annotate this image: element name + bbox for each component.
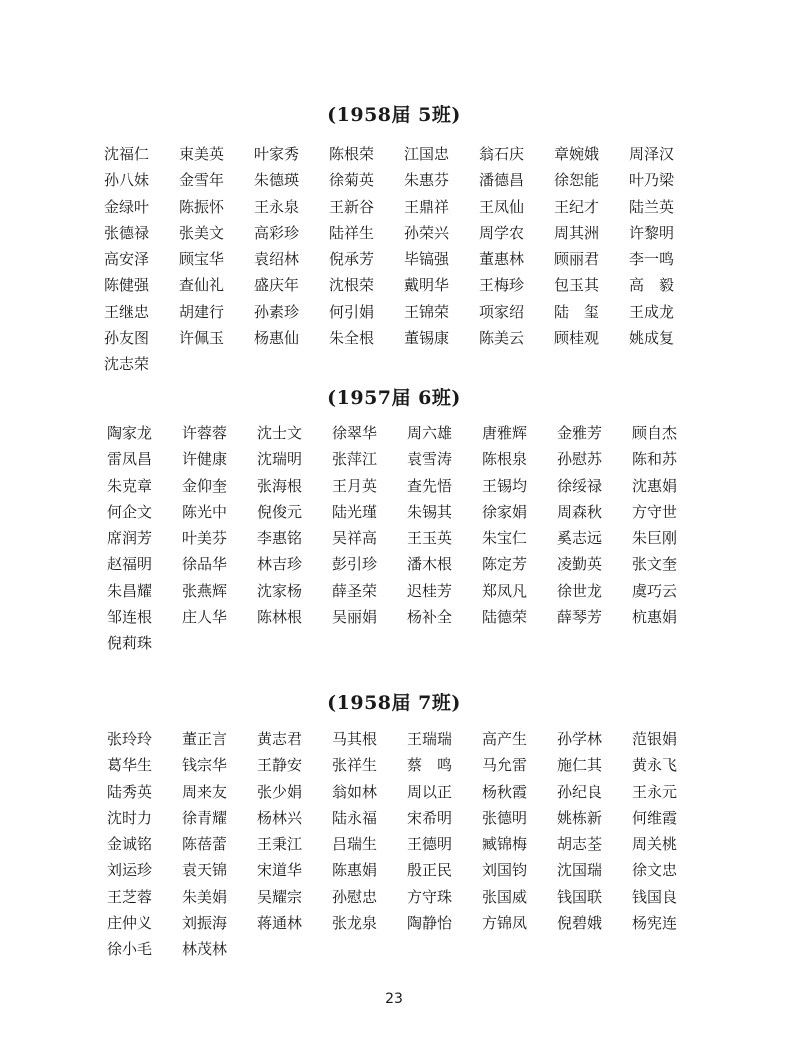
student-name: 蒋通林 — [257, 914, 303, 933]
student-name: 徐文忠 — [632, 861, 678, 880]
student-name: 倪俊元 — [257, 502, 303, 521]
student-name: 毕镐强 — [404, 250, 450, 269]
student-name: 杨秋霞 — [482, 782, 528, 801]
student-name: 陆兰英 — [629, 197, 675, 216]
student-name: 席润芳 — [107, 529, 153, 548]
student-name: 陆光瑾 — [332, 502, 378, 521]
student-name: 杨惠仙 — [254, 329, 300, 348]
student-name: 王玉英 — [407, 529, 453, 548]
student-name: 胡建行 — [179, 302, 225, 321]
student-name: 徐菊英 — [329, 171, 375, 190]
student-name: 翁石庆 — [479, 145, 525, 163]
student-name: 陈根泉 — [482, 450, 528, 469]
student-name: 朱昌耀 — [107, 581, 153, 600]
student-name: 张文奎 — [632, 555, 678, 574]
student-name: 张萍江 — [332, 450, 378, 469]
student-name: 庄人华 — [182, 608, 228, 627]
student-name: 蔡 鸣 — [407, 756, 453, 775]
student-name: 钱国联 — [557, 887, 603, 906]
student-name: 孙荣兴 — [404, 223, 450, 242]
student-name: 刘运珍 — [107, 861, 153, 880]
student-name: 顾自杰 — [632, 424, 678, 442]
student-name: 杨宪连 — [632, 914, 678, 933]
student-name: 周学农 — [479, 223, 525, 242]
student-name: 施仁其 — [557, 756, 603, 775]
student-name: 王梅珍 — [479, 276, 525, 295]
student-name: 周关桃 — [632, 835, 678, 854]
student-name: 虞巧云 — [632, 581, 678, 600]
student-name: 许健康 — [182, 450, 228, 469]
student-name: 吴丽娟 — [332, 608, 378, 627]
student-name: 陆永福 — [332, 808, 378, 827]
student-name: 葛华生 — [107, 756, 153, 775]
student-name: 袁绍林 — [254, 250, 300, 269]
student-name: 张德禄 — [104, 223, 150, 242]
student-name: 陈美云 — [479, 329, 525, 348]
student-name: 黄志君 — [257, 730, 303, 748]
student-name: 孙学林 — [557, 730, 603, 748]
student-name: 董锡康 — [404, 329, 450, 348]
student-name: 张国威 — [482, 887, 528, 906]
section-title-1958-class-7: (1958届 7班) — [327, 692, 461, 714]
student-name: 张德明 — [482, 808, 528, 827]
student-name: 张少娟 — [257, 782, 303, 801]
student-name: 沈根荣 — [329, 276, 375, 295]
student-name: 金仰奎 — [182, 476, 228, 495]
student-name: 凌勤英 — [557, 555, 603, 574]
student-name: 奚志远 — [557, 529, 603, 548]
student-name: 马允雷 — [482, 756, 528, 775]
student-name: 叶乃梁 — [629, 171, 675, 190]
student-name: 孙八妹 — [104, 171, 150, 190]
student-name: 殷正民 — [407, 861, 453, 880]
student-name: 邹连根 — [107, 608, 153, 627]
student-name: 张玲玲 — [107, 730, 153, 748]
student-name: 徐世龙 — [557, 581, 603, 600]
student-name: 杭惠娟 — [632, 608, 678, 627]
student-name: 金绿叶 — [104, 197, 150, 216]
student-name: 宋道华 — [257, 861, 303, 880]
student-name: 孙慰苏 — [557, 450, 603, 469]
student-name: 钱宗华 — [182, 756, 228, 775]
student-name: 吴祥高 — [332, 529, 378, 548]
student-name: 何维霞 — [632, 808, 678, 827]
student-name: 沈瑞明 — [257, 450, 303, 469]
student-name: 沈福仁 — [104, 145, 150, 163]
student-name: 潘木根 — [407, 555, 453, 574]
student-name: 倪碧娥 — [557, 914, 603, 933]
student-name: 张燕辉 — [182, 581, 228, 600]
student-name: 王静安 — [257, 756, 303, 775]
student-name: 陈林根 — [257, 608, 303, 627]
student-name: 项家绍 — [479, 302, 525, 321]
student-name: 陈定芳 — [482, 555, 528, 574]
student-name: 江国忠 — [404, 145, 450, 163]
student-name: 陈振怀 — [179, 197, 225, 216]
student-name: 何引娟 — [329, 302, 375, 321]
student-name: 宋希明 — [407, 808, 453, 827]
student-name: 周六雄 — [407, 424, 453, 442]
student-name: 方守珠 — [407, 887, 453, 906]
student-name: 孙友图 — [104, 329, 150, 348]
student-name: 吕瑞生 — [332, 835, 378, 854]
student-name: 王凤仙 — [479, 197, 525, 216]
student-name: 袁雪涛 — [407, 450, 453, 469]
student-name: 王成龙 — [629, 302, 675, 321]
student-name: 张海根 — [257, 476, 303, 495]
student-name: 徐恕能 — [554, 171, 600, 190]
student-name: 陆德荣 — [482, 608, 528, 627]
student-name: 王纪才 — [554, 197, 600, 216]
student-name: 徐家娟 — [482, 502, 528, 521]
student-name: 姚成复 — [629, 329, 675, 348]
student-name: 陈惠娟 — [332, 861, 378, 880]
student-name: 倪承芳 — [329, 250, 375, 269]
student-name: 张祥生 — [332, 756, 378, 775]
student-name: 林茂林 — [182, 940, 228, 959]
student-name: 潘德昌 — [479, 171, 525, 190]
student-name: 彭引珍 — [332, 555, 378, 574]
student-name: 孙慰忠 — [332, 887, 378, 906]
student-name: 周来友 — [182, 782, 228, 801]
student-name: 金诚铭 — [107, 835, 153, 854]
student-name: 李一鸣 — [629, 250, 675, 269]
student-name: 胡志荃 — [557, 835, 603, 854]
student-name: 沈惠娟 — [632, 476, 678, 495]
student-name: 王永泉 — [254, 197, 300, 216]
section-title-1958-class-5: (1958届 5班) — [327, 104, 461, 126]
student-name: 赵福明 — [107, 555, 153, 574]
student-name: 徐绥禄 — [557, 476, 603, 495]
student-name: 许蓉蓉 — [182, 424, 228, 442]
student-name: 束美英 — [179, 145, 225, 163]
student-name: 顾桂观 — [554, 329, 600, 348]
student-name: 朱巨刚 — [632, 529, 678, 548]
student-name: 查仙礼 — [179, 276, 225, 295]
student-name: 朱克章 — [107, 476, 153, 495]
student-name: 徐品华 — [182, 555, 228, 574]
student-name: 唐雅辉 — [482, 424, 528, 442]
student-name: 朱德瑛 — [254, 171, 300, 190]
student-name: 徐小毛 — [107, 940, 153, 959]
student-name: 朱锡其 — [407, 502, 453, 521]
student-name: 顾丽君 — [554, 250, 600, 269]
student-name: 臧锦梅 — [482, 835, 528, 854]
student-name: 高 毅 — [629, 276, 675, 295]
student-name: 金雪年 — [179, 171, 225, 190]
student-name: 孙纪良 — [557, 782, 603, 801]
student-name: 许佩玉 — [179, 329, 225, 348]
student-name: 王月英 — [332, 476, 378, 495]
student-name: 陆祥生 — [329, 223, 375, 242]
student-name: 徐翠华 — [332, 424, 378, 442]
student-name: 刘振海 — [182, 914, 228, 933]
student-name: 马其根 — [332, 730, 378, 748]
student-name: 周森秋 — [557, 502, 603, 521]
student-name: 沈时力 — [107, 808, 153, 827]
student-name: 王秉江 — [257, 835, 303, 854]
student-name: 王瑞瑞 — [407, 730, 453, 748]
student-name: 张龙泉 — [332, 914, 378, 933]
student-name: 陈蓓蕾 — [182, 835, 228, 854]
student-name: 陶家龙 — [107, 424, 153, 442]
student-name: 高彩珍 — [254, 223, 300, 242]
student-name: 陈光中 — [182, 502, 228, 521]
student-name: 朱宝仁 — [482, 529, 528, 548]
student-name: 王新谷 — [329, 197, 375, 216]
student-name: 范银娟 — [632, 730, 678, 748]
student-name: 杨林兴 — [257, 808, 303, 827]
student-name: 陈根荣 — [329, 145, 375, 163]
student-name: 沈志荣 — [104, 355, 150, 374]
student-name: 董惠林 — [479, 250, 525, 269]
student-name: 张美文 — [179, 223, 225, 242]
name-grid-1958-class-5 — [104, 141, 704, 378]
student-name: 金雅芳 — [557, 424, 603, 442]
student-name: 朱美娟 — [182, 887, 228, 906]
student-name: 叶家秀 — [254, 145, 300, 163]
student-name: 袁天锦 — [182, 861, 228, 880]
student-name: 王永元 — [632, 782, 678, 801]
student-name: 王继忠 — [104, 302, 150, 321]
student-name: 徐青耀 — [182, 808, 228, 827]
student-name: 方守世 — [632, 502, 678, 521]
student-name: 王芝蓉 — [107, 887, 153, 906]
student-name: 钱国良 — [632, 887, 678, 906]
student-name: 王德明 — [407, 835, 453, 854]
student-name: 朱全根 — [329, 329, 375, 348]
student-name: 王锦荣 — [404, 302, 450, 321]
student-name: 林吉珍 — [257, 555, 303, 574]
student-name: 陶静怡 — [407, 914, 453, 933]
student-name: 李惠铭 — [257, 529, 303, 548]
student-name: 雷凤昌 — [107, 450, 153, 469]
student-name: 孙素珍 — [254, 302, 300, 321]
student-name: 沈家杨 — [257, 581, 303, 600]
student-name: 董正言 — [182, 730, 228, 748]
student-name: 王锡均 — [482, 476, 528, 495]
student-name: 周以正 — [407, 782, 453, 801]
section-title-1957-class-6: (1957届 6班) — [327, 387, 461, 409]
student-name: 吴耀宗 — [257, 887, 303, 906]
student-name: 盛庆年 — [254, 276, 300, 295]
student-name: 许黎明 — [629, 223, 675, 242]
student-name: 叶美芬 — [182, 529, 228, 548]
student-name: 薛琴芳 — [557, 608, 603, 627]
student-name: 高产生 — [482, 730, 528, 748]
student-name: 方锦凤 — [482, 914, 528, 933]
student-name: 迟桂芳 — [407, 581, 453, 600]
student-name: 陈和苏 — [632, 450, 678, 469]
student-name: 查先悟 — [407, 476, 453, 495]
student-name: 刘国钧 — [482, 861, 528, 880]
student-name: 翁如林 — [332, 782, 378, 801]
student-name: 倪莉珠 — [107, 634, 153, 653]
student-name: 王鼎祥 — [404, 197, 450, 216]
name-grid-1957-class-6 — [107, 420, 707, 657]
student-name: 陆 玺 — [554, 302, 600, 321]
name-grid-1958-class-7 — [107, 726, 707, 963]
student-name: 朱惠芬 — [404, 171, 450, 190]
student-name: 戴明华 — [404, 276, 450, 295]
student-name: 沈国瑞 — [557, 861, 603, 880]
student-name: 沈士文 — [257, 424, 303, 442]
student-name: 高安泽 — [104, 250, 150, 269]
student-name: 章婉娥 — [554, 145, 600, 163]
student-name: 庄仲义 — [107, 914, 153, 933]
student-name: 杨补全 — [407, 608, 453, 627]
student-name: 何企文 — [107, 502, 153, 521]
student-name: 薛圣荣 — [332, 581, 378, 600]
student-name: 郑凤凡 — [482, 581, 528, 600]
student-name: 陆秀英 — [107, 782, 153, 801]
student-name: 周其洲 — [554, 223, 600, 242]
student-name: 周泽汉 — [629, 145, 675, 163]
student-name: 包玉其 — [554, 276, 600, 295]
student-name: 黄永飞 — [632, 756, 678, 775]
student-name: 顾宝华 — [179, 250, 225, 269]
student-name: 陈健强 — [104, 276, 150, 295]
student-name: 姚栋新 — [557, 808, 603, 827]
page-number: 23 — [385, 991, 403, 1007]
